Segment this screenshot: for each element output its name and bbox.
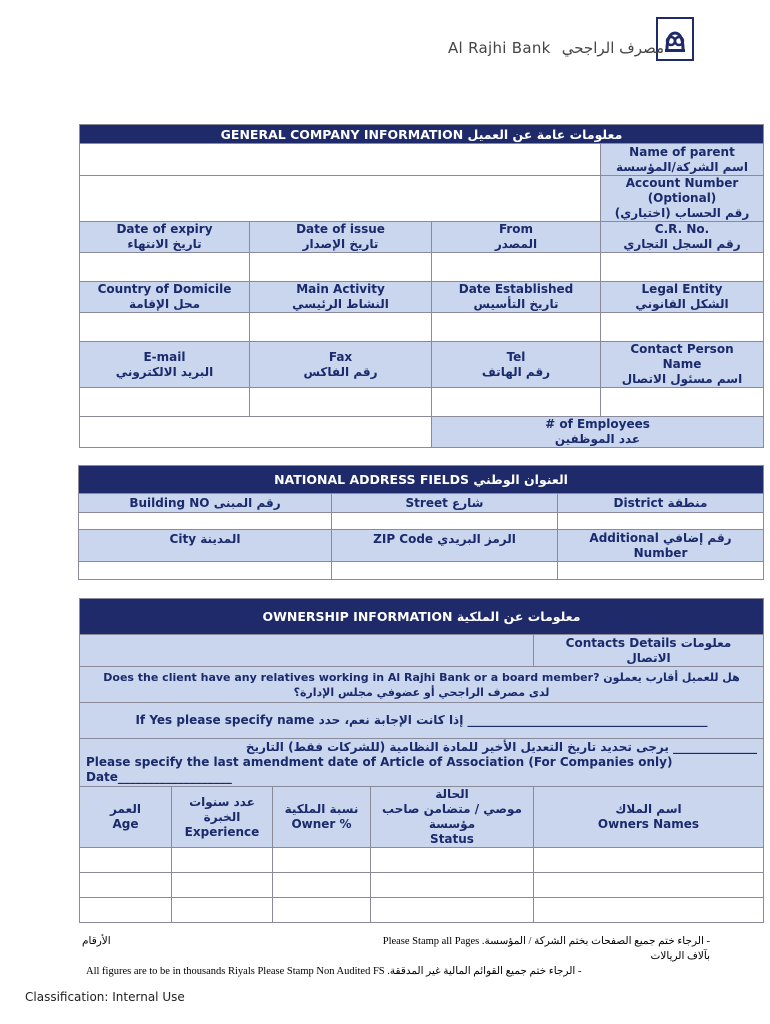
table-row (80, 873, 764, 898)
fax-ar: رقم الفاكس (303, 364, 378, 379)
fax-label (250, 342, 432, 388)
col-exp-ar2: الخبرة (203, 809, 241, 824)
building-label: Building NO رقم المبنى (79, 494, 332, 513)
contacts-details-input[interactable] (80, 635, 534, 667)
owner-name-cell[interactable] (534, 873, 764, 898)
name-of-parent-input[interactable] (80, 144, 601, 176)
date-of-expiry-en: Date of expiry (116, 222, 213, 236)
col-exp-ar1: عدد سنوات (189, 794, 255, 809)
amendment-date-field[interactable] (80, 739, 764, 787)
district-label: District منطقة (558, 494, 764, 513)
amendment-date: Date___________________ (86, 770, 232, 784)
cr-no-ar: رقم السجل التجاري (623, 237, 741, 251)
from-input[interactable] (432, 253, 601, 282)
relatives-question-ar: لدى مصرف الراجحي أو عضوفي مجلس الإدارة؟ (293, 685, 550, 699)
email-label (80, 342, 250, 388)
email-ar: البريد الالكتروني (115, 364, 214, 379)
city-label: City المدينة (79, 530, 332, 562)
zip-label: ZIP Code الرمز البريدي (332, 530, 558, 562)
date-established-input[interactable] (432, 313, 601, 342)
legal-entity-label (601, 282, 764, 313)
city-input[interactable] (79, 562, 332, 580)
date-of-issue-ar: تاريخ الإصدار (302, 237, 379, 251)
zip-input[interactable] (332, 562, 558, 580)
classification-label: Classification: Internal Use (25, 990, 185, 1004)
col-names-en: Owners Names (597, 817, 700, 831)
col-age-en: Age (112, 817, 139, 831)
status-cell[interactable] (371, 848, 534, 873)
contact-name-en: Name (662, 357, 702, 371)
col-names-ar: اسم الملاك (615, 802, 682, 816)
from-label (432, 222, 601, 253)
contact-person-input[interactable] (601, 388, 764, 417)
main-activity-input[interactable] (250, 313, 432, 342)
legal-entity-input[interactable] (601, 313, 764, 342)
country-input[interactable] (80, 313, 250, 342)
contact-person-en: Contact Person (630, 342, 734, 356)
email-en: E-mail (143, 349, 186, 364)
experience-cell[interactable] (172, 873, 273, 898)
name-of-parent-en: Name of parent (629, 144, 735, 159)
relatives-question-en: Does the client have any relatives working in Al Rajhi Bank or a board member? هل للعميل أقارب يعملون (103, 670, 740, 684)
fax-input[interactable] (250, 388, 432, 417)
ownership-title: OWNERSHIP INFORMATION معلومات عن الملكية (80, 599, 764, 635)
account-number-label (601, 176, 764, 222)
tel-label (432, 342, 601, 388)
additional-line2: Number (633, 545, 688, 560)
if-yes-specify-name[interactable]: If Yes please specify name إذا كانت الإجابة نعم، حدد ________________________________________ (80, 703, 764, 739)
tel-en: Tel (506, 349, 526, 364)
date-established-label (432, 282, 601, 313)
col-experience (172, 787, 273, 848)
col-age-ar: العمر (110, 802, 141, 816)
district-input[interactable] (558, 513, 764, 530)
contacts-details-label (534, 635, 764, 667)
building-input[interactable] (79, 513, 332, 530)
experience-cell[interactable] (172, 898, 273, 923)
footer-figures: All figures are to be in thousands Riyals Please Stamp Non Audited FS .الرجاء ختم جميع القوائم المالية غير المدققة - (86, 966, 582, 977)
date-of-expiry-label (80, 222, 250, 253)
country-ar: محل الإقامة (128, 297, 201, 311)
amendment-en: Please specify the last amendment date of Article of Association (For Companies only) (86, 755, 673, 769)
col-status-ar2: موصي / متضامن صاحب (382, 802, 522, 816)
date-of-issue-input[interactable] (250, 253, 432, 282)
status-cell[interactable] (371, 873, 534, 898)
owner-name-cell[interactable] (534, 898, 764, 923)
employees-ar: عدد الموظفين (554, 432, 641, 446)
name-of-parent-label (601, 144, 764, 176)
general-info-table (79, 124, 764, 448)
col-status (371, 787, 534, 848)
date-of-expiry-ar: تاريخ الانتهاء (127, 237, 202, 251)
bank-name-ar: مصرف الراجحي (561, 39, 665, 57)
col-owner-en: Owner % (291, 817, 352, 831)
age-cell[interactable] (80, 873, 172, 898)
col-exp-en: Experience (184, 824, 260, 839)
main-activity-label (250, 282, 432, 313)
legal-entity-en: Legal Entity (641, 282, 723, 296)
account-number-input[interactable] (80, 176, 601, 222)
col-owners-names (534, 787, 764, 848)
contact-person-label (601, 342, 764, 388)
col-status-en: Status (430, 832, 474, 846)
account-number-optional: (Optional) (647, 191, 717, 205)
legal-entity-ar: الشكل القانوني (635, 297, 729, 311)
street-label: Street شارع (332, 494, 558, 513)
owner-percent-cell[interactable] (273, 873, 371, 898)
date-of-expiry-input[interactable] (80, 253, 250, 282)
account-number-ar: رقم الحساب (اختياري) (614, 206, 750, 220)
owner-percent-cell[interactable] (273, 848, 371, 873)
employees-en: # of Employees (545, 417, 650, 431)
table-row (80, 848, 764, 873)
tel-ar: رقم الهاتف (481, 364, 551, 379)
col-status-ar1: الحالة (435, 787, 469, 801)
col-status-ar3: مؤسسة (428, 817, 476, 831)
national-address-title: NATIONAL ADDRESS FIELDS العنوان الوطني (79, 466, 764, 494)
additional-input[interactable] (558, 562, 764, 580)
age-cell[interactable] (80, 848, 172, 873)
from-ar: المصدر (494, 237, 538, 251)
footer-thousands-ar: بآلاف الريالات (650, 951, 710, 962)
street-input[interactable] (332, 513, 558, 530)
additional-line1: Additional رقم إضافي (589, 530, 732, 545)
name-of-parent-ar: اسم الشركة/المؤسسة (616, 159, 748, 174)
ownership-table (79, 598, 764, 923)
bank-name (448, 39, 664, 57)
main-activity-en: Main Activity (296, 282, 385, 296)
general-info-title: GENERAL COMPANY INFORMATION معلومات عامة عن العميل (80, 125, 764, 144)
amendment-ar: ______________ يرجى تحديد تاريخ التعديل الأخير للمادة النظامية (للشركات فقط) التاريخ (245, 740, 757, 754)
cr-no-en: C.R. No. (654, 222, 710, 236)
footer-numbers-ar: الأرقام (82, 936, 111, 947)
col-owner-ar: نسبة الملكية (284, 802, 359, 816)
date-of-issue-en: Date of issue (296, 222, 385, 236)
employees-input[interactable] (80, 417, 432, 448)
email-input[interactable] (80, 388, 250, 417)
owner-percent-cell[interactable] (273, 898, 371, 923)
cr-no-label (601, 222, 764, 253)
col-age (80, 787, 172, 848)
experience-cell[interactable] (172, 848, 273, 873)
owner-name-cell[interactable] (534, 848, 764, 873)
additional-label (558, 530, 764, 562)
contact-person-ar: اسم مسئول الاتصال (621, 372, 743, 386)
from-en: From (498, 222, 534, 236)
col-owner-percent (273, 787, 371, 848)
relatives-question (80, 667, 764, 703)
date-of-issue-label (250, 222, 432, 253)
age-cell[interactable] (80, 898, 172, 923)
employees-label (432, 417, 764, 448)
contacts-details-ar: الاتصال (626, 650, 671, 665)
country-label (80, 282, 250, 313)
fax-en: Fax (328, 349, 353, 364)
contacts-details-en: Contacts Details معلومات (565, 635, 732, 650)
tel-input[interactable] (432, 388, 601, 417)
main-activity-ar: النشاط الرئيسي (292, 297, 389, 311)
country-en: Country of Domicile (97, 282, 232, 296)
footer-stamp-all: Please Stamp all Pages .الرجاء ختم جميع الصفحات بختم الشركة / المؤسسة - (382, 936, 710, 947)
national-address-table (78, 465, 764, 580)
table-row (80, 898, 764, 923)
bank-name-en: Al Rajhi Bank (448, 39, 551, 57)
account-number-en: Account Number (625, 176, 739, 190)
cr-no-input[interactable] (601, 253, 764, 282)
date-established-ar: تاريخ التأسيس (473, 297, 559, 311)
date-established-en: Date Established (458, 282, 574, 296)
status-cell[interactable] (371, 898, 534, 923)
